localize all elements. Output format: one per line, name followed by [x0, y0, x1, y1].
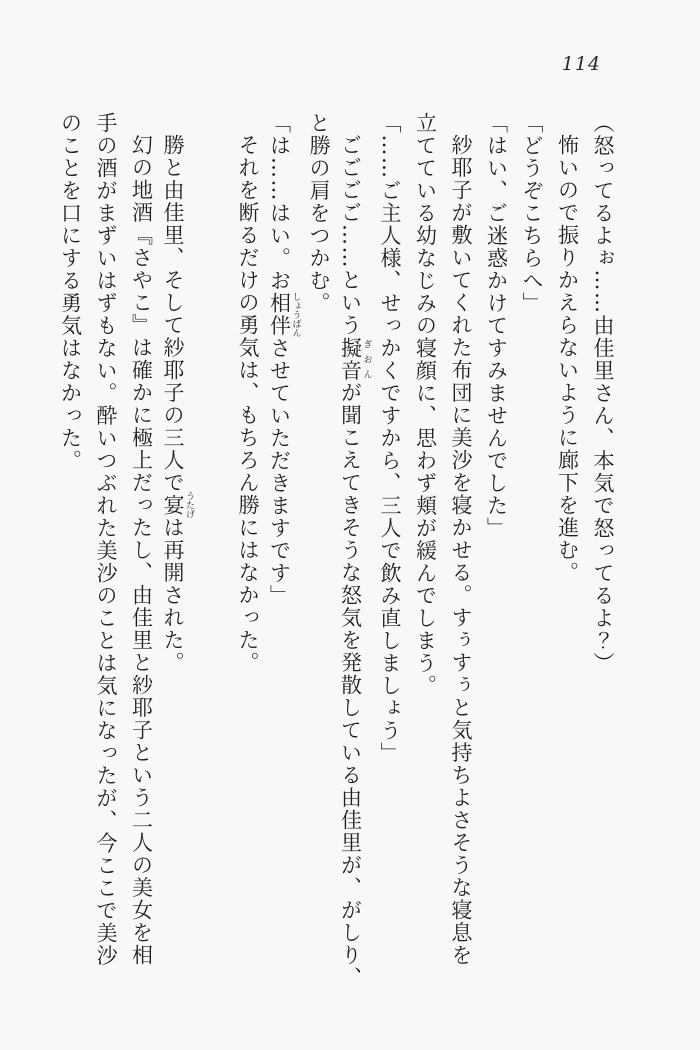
text-line: 「どうぞこちらへ」: [520, 112, 544, 315]
text-line: それを断るだけの勇気は、もちろん勝にはなかった。: [236, 134, 260, 674]
text-line: 怖いので振りかえらないように廊下を進む。: [555, 134, 580, 584]
text-line: ごごごご……という擬音 ぎおんが聞こえてきそうな怒気を発散している由佳里が、がしり、: [338, 134, 372, 989]
text-line: 幻の地酒『さやこ』は確かに極上だったし、由佳里と紗耶子という二人の美女を相: [129, 134, 154, 967]
blank-line: [194, 112, 230, 980]
text-line: のことを口にする勇気はなかった。: [58, 112, 83, 472]
text-line: 勝と由佳里、そして紗耶子の三人で宴 うたげは再開された。: [161, 134, 194, 674]
text-line: 手の酒がまずいはずもない。酔いつぶれた美沙のことは気になったが、今ここで美沙: [94, 112, 118, 967]
text-line: 紗耶子が敷いてくれた布団に美沙を寝かせる。すぅすぅと気持ちよさそうな寝息を: [449, 134, 473, 967]
furigana-text: うたげ: [184, 491, 194, 519]
page-number: 114: [561, 53, 601, 75]
text-line: 「……ご主人様、せっかくですから、三人で飲み直しましょう」: [378, 112, 402, 765]
text-line: 「はい、ご迷惑かけてすみませんでした」: [484, 112, 509, 540]
text-line: 「は……はい。お相伴 しょうばんさせていただきますです」: [267, 112, 301, 607]
furigana-text: しょうばん: [290, 292, 301, 337]
text-line: と勝の肩をつかむ。: [307, 112, 331, 315]
vertical-text-area: [52, 112, 620, 989]
furigana-text: ぎおん: [361, 336, 372, 382]
furigana-ruby: 擬音 ぎおん: [338, 336, 372, 382]
text-line: 立てている幼なじみの寝顔に、思わず頬が緩んでしまう。: [413, 112, 438, 697]
furigana-ruby: 相伴 しょうばん: [267, 292, 301, 337]
furigana-ruby: 宴 うたげ: [161, 491, 194, 519]
text-line: （怒ってるよぉ……由佳里さん、本気で怒ってるよ？）: [591, 112, 615, 675]
